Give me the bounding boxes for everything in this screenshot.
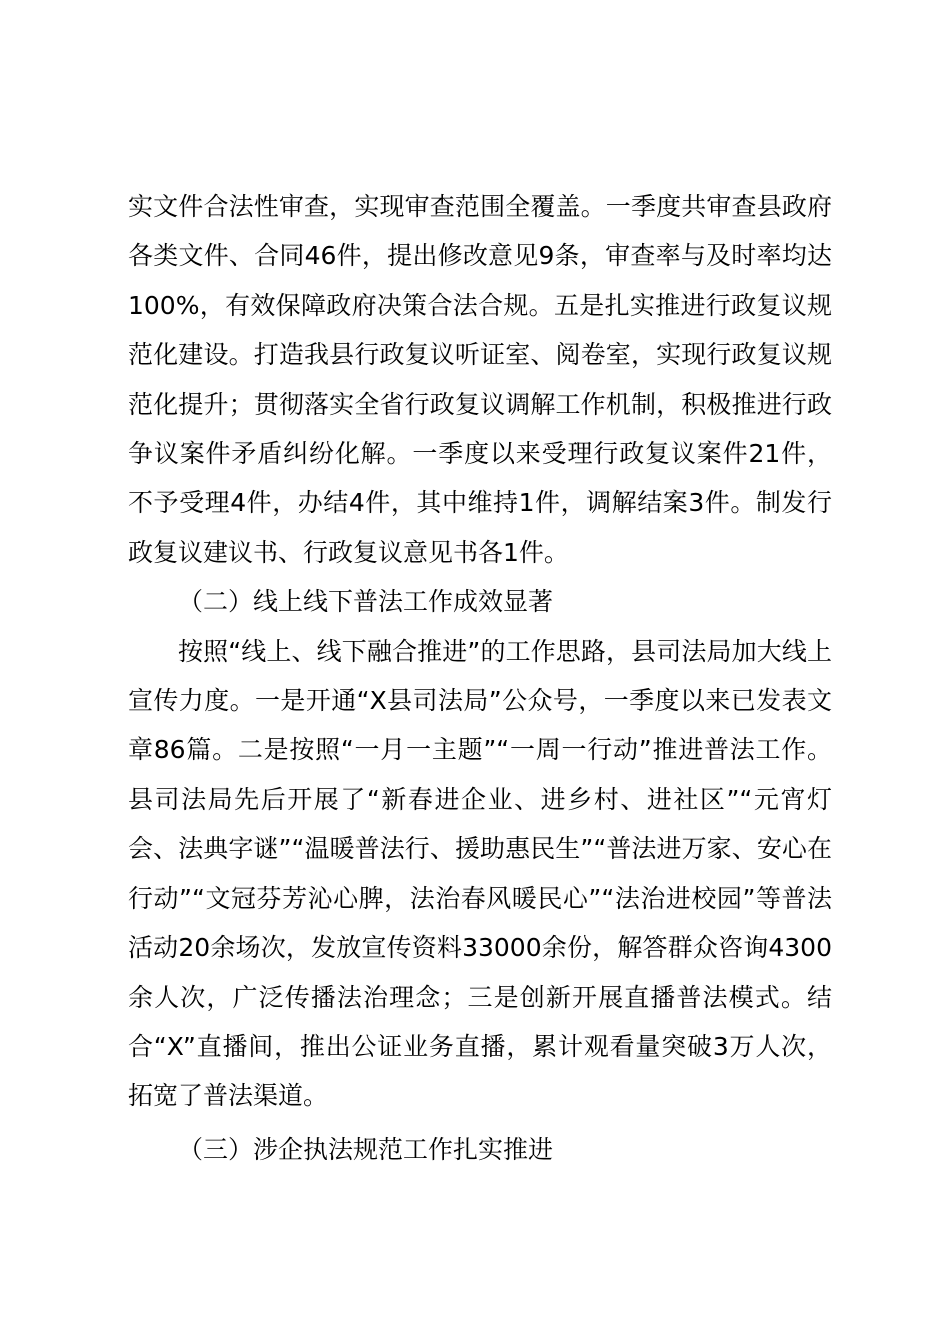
body-paragraph-section-2: 按照“线上、线下融合推进”的工作思路，县司法局加大线上宣传力度。一是开通“X县司法局”公众号，一季度以来已发表文章86篇。二是按照“一月一主题”“一周一行动”推进普法工作。县司法局先后开展了“新春进企业、进乡村、进社区”“元宵灯会、法典字谜”“温暖普法行、援助惠民生”“普法进万家、安心在行动”“文冠芬芳沁心脾，法治春风暖民心”“法治进校园”等普法活动20余场次，发放宣传资料33000余份，解答群众咨询4300余人次，广泛传播法治理念；三是创新开展直播普法模式。结合“X”直播间，推出公证业务直播，累计观看量突破3万人次，拓宽了普法渠道。 — [128, 636, 832, 1111]
document-page — [128, 182, 832, 1174]
section-heading-2: （二）线上线下普法工作成效显著 — [178, 587, 554, 617]
body-paragraph-continued: 实文件合法性审查，实现审查范围全覆盖。一季度共审查县政府各类文件、合同46件，提出修改意见9条，审查率与及时率均达100%，有效保障政府决策合法合规。五是扎实推进行政复议规范化建设。打造我县行政复议听证室、阅卷室，实现行政复议规范化提升；贯彻落实全省行政复议调解工作机制，积极推进行政争议案件矛盾纠纷化解。一季度以来受理行政复议案件21件，不予受理4件，办结4件，其中维持1件，调解结案3件。制发行政复议建议书、行政复议意见书各1件。 — [128, 192, 832, 567]
section-heading-3: （三）涉企执法规范工作扎实推进 — [178, 1134, 554, 1164]
